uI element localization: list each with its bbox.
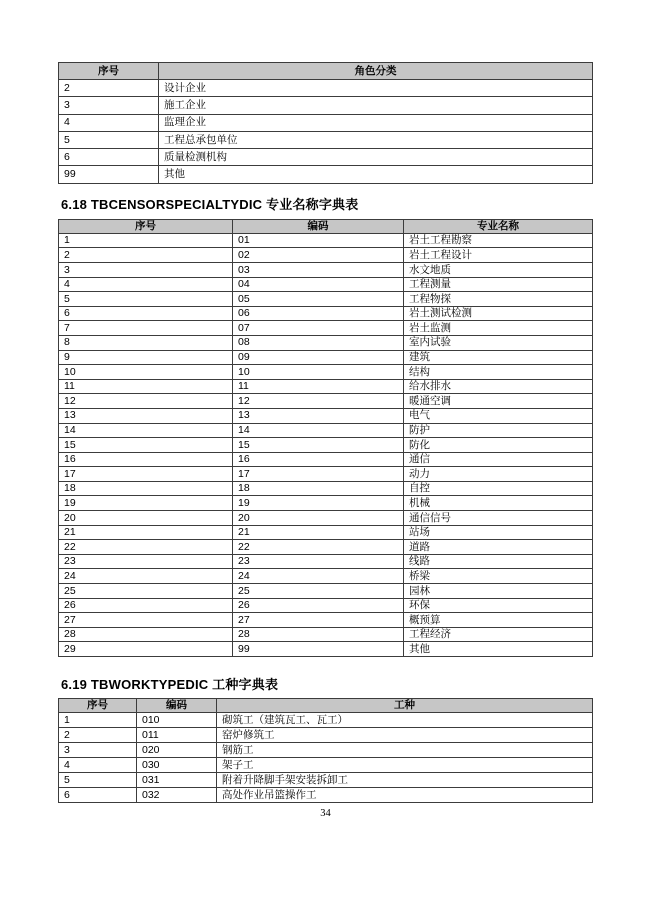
table-cell: 030 xyxy=(137,758,217,773)
table-row xyxy=(59,166,593,183)
table-row xyxy=(59,467,593,482)
table-cell: 26 xyxy=(59,598,233,613)
table-cell: 岩土测试检测 xyxy=(404,306,593,321)
table-cell: 工程测量 xyxy=(404,277,593,292)
table-cell: 2 xyxy=(59,80,159,97)
table-row xyxy=(59,350,593,365)
table-cell: 3 xyxy=(59,262,233,277)
table-row xyxy=(59,438,593,453)
table-cell: 27 xyxy=(59,613,233,628)
table-cell: 钢筋工 xyxy=(217,743,593,758)
table-cell: 8 xyxy=(59,335,233,350)
table-cell: 23 xyxy=(233,554,404,569)
table-row xyxy=(59,394,593,409)
table-row xyxy=(59,248,593,263)
table-row xyxy=(59,321,593,336)
table-cell: 29 xyxy=(59,642,233,657)
table-cell: 25 xyxy=(233,584,404,599)
table-row xyxy=(59,569,593,584)
table-cell: 04 xyxy=(233,277,404,292)
table-row xyxy=(59,131,593,148)
table-cell: 16 xyxy=(59,452,233,467)
table-cell: 99 xyxy=(59,166,159,183)
table-row xyxy=(59,728,593,743)
table-cell: 水文地质 xyxy=(404,262,593,277)
table-cell: 园林 xyxy=(404,584,593,599)
table-header-row xyxy=(59,219,593,233)
column-header-code: 编码 xyxy=(137,699,217,713)
page-number: 34 xyxy=(320,808,331,819)
table-cell: 22 xyxy=(233,540,404,555)
table-cell: 其他 xyxy=(159,166,593,183)
table-cell: 25 xyxy=(59,584,233,599)
table-cell: 电气 xyxy=(404,408,593,423)
table-cell: 28 xyxy=(233,627,404,642)
table-cell: 通信 xyxy=(404,452,593,467)
table-cell: 22 xyxy=(59,540,233,555)
table-row xyxy=(59,584,593,599)
table-row xyxy=(59,743,593,758)
table-row xyxy=(59,540,593,555)
table-cell: 26 xyxy=(233,598,404,613)
table-cell: 28 xyxy=(59,627,233,642)
table-row xyxy=(59,642,593,657)
table-cell: 15 xyxy=(59,438,233,453)
table-cell: 01 xyxy=(233,233,404,248)
table-cell: 20 xyxy=(59,511,233,526)
table-row xyxy=(59,277,593,292)
table-row xyxy=(59,554,593,569)
table-cell: 防化 xyxy=(404,438,593,453)
table-cell: 室内试验 xyxy=(404,335,593,350)
table-cell: 21 xyxy=(233,525,404,540)
table-cell: 施工企业 xyxy=(159,97,593,114)
table-cell: 5 xyxy=(59,131,159,148)
table-cell: 其他 xyxy=(404,642,593,657)
table-row xyxy=(59,511,593,526)
table-cell: 17 xyxy=(59,467,233,482)
table-cell: 12 xyxy=(59,394,233,409)
column-header-work-type: 工种 xyxy=(217,699,593,713)
table-row xyxy=(59,262,593,277)
table-row xyxy=(59,423,593,438)
table-row xyxy=(59,97,593,114)
table-cell: 10 xyxy=(233,365,404,380)
column-header-specialty-name: 专业名称 xyxy=(404,219,593,233)
table-cell: 防护 xyxy=(404,423,593,438)
table-cell: 3 xyxy=(59,743,137,758)
table-cell: 19 xyxy=(59,496,233,511)
column-header-role-category: 角色分类 xyxy=(159,63,593,80)
table-row xyxy=(59,758,593,773)
table-cell: 15 xyxy=(233,438,404,453)
table-cell: 结构 xyxy=(404,365,593,380)
table-cell: 10 xyxy=(59,365,233,380)
table-cell: 架子工 xyxy=(217,758,593,773)
table-cell: 暖通空调 xyxy=(404,394,593,409)
table-row xyxy=(59,80,593,97)
table-cell: 010 xyxy=(137,713,217,728)
table-row xyxy=(59,613,593,628)
table-cell: 2 xyxy=(59,248,233,263)
table-cell: 岩土监测 xyxy=(404,321,593,336)
table-cell: 18 xyxy=(59,481,233,496)
table-cell: 1 xyxy=(59,713,137,728)
table-row xyxy=(59,525,593,540)
table-cell: 4 xyxy=(59,277,233,292)
section-heading-6-19: 6.19 TBWORKTYPEDIC 工种字典表 xyxy=(61,677,279,692)
table-row xyxy=(59,292,593,307)
table-row xyxy=(59,365,593,380)
table-cell: 附着升降脚手架安装拆卸工 xyxy=(217,773,593,788)
table-cell: 建筑 xyxy=(404,350,593,365)
table-row xyxy=(59,408,593,423)
table-cell: 9 xyxy=(59,350,233,365)
table-row xyxy=(59,713,593,728)
table-cell: 20 xyxy=(233,511,404,526)
table-cell: 砌筑工（建筑瓦工、瓦工） xyxy=(217,713,593,728)
table-cell: 08 xyxy=(233,335,404,350)
table-cell: 通信信号 xyxy=(404,511,593,526)
table-cell: 21 xyxy=(59,525,233,540)
table-cell: 19 xyxy=(233,496,404,511)
table-cell: 06 xyxy=(233,306,404,321)
table-row xyxy=(59,598,593,613)
table-cell: 031 xyxy=(137,773,217,788)
table-cell: 11 xyxy=(59,379,233,394)
table-cell: 质量检测机构 xyxy=(159,149,593,166)
table-cell: 给水排水 xyxy=(404,379,593,394)
table-cell: 13 xyxy=(59,408,233,423)
table-cell: 工程总承包单位 xyxy=(159,131,593,148)
table-cell: 7 xyxy=(59,321,233,336)
table-row xyxy=(59,481,593,496)
table-cell: 4 xyxy=(59,758,137,773)
table-row xyxy=(59,335,593,350)
column-header-serial: 序号 xyxy=(59,219,233,233)
table-cell: 站场 xyxy=(404,525,593,540)
role-category-table xyxy=(58,62,593,184)
table-cell: 线路 xyxy=(404,554,593,569)
table-cell: 23 xyxy=(59,554,233,569)
table-cell: 11 xyxy=(233,379,404,394)
table-row xyxy=(59,233,593,248)
table-cell: 岩土工程勘察 xyxy=(404,233,593,248)
table-row xyxy=(59,627,593,642)
section-heading-6-18: 6.18 TBCENSORSPECIALTYDIC 专业名称字典表 xyxy=(61,196,359,212)
column-header-serial: 序号 xyxy=(59,699,137,713)
table-cell: 概预算 xyxy=(404,613,593,628)
table-row xyxy=(59,114,593,131)
table-cell: 07 xyxy=(233,321,404,336)
table-cell: 18 xyxy=(233,481,404,496)
table-cell: 13 xyxy=(233,408,404,423)
table-cell: 3 xyxy=(59,97,159,114)
column-header-serial: 序号 xyxy=(59,63,159,80)
table-cell: 03 xyxy=(233,262,404,277)
table-cell: 032 xyxy=(137,788,217,803)
table-cell: 011 xyxy=(137,728,217,743)
table-cell: 5 xyxy=(59,773,137,788)
table-cell: 12 xyxy=(233,394,404,409)
table-cell: 14 xyxy=(59,423,233,438)
table-cell: 环保 xyxy=(404,598,593,613)
table-row xyxy=(59,788,593,803)
table-cell: 99 xyxy=(233,642,404,657)
table-row xyxy=(59,379,593,394)
table-cell: 桥梁 xyxy=(404,569,593,584)
table-row xyxy=(59,306,593,321)
table-cell: 24 xyxy=(233,569,404,584)
table-row xyxy=(59,496,593,511)
table-row xyxy=(59,452,593,467)
table-cell: 6 xyxy=(59,788,137,803)
table-cell: 24 xyxy=(59,569,233,584)
table-cell: 1 xyxy=(59,233,233,248)
table-cell: 工程经济 xyxy=(404,627,593,642)
table-cell: 17 xyxy=(233,467,404,482)
table-cell: 2 xyxy=(59,728,137,743)
table-cell: 工程物探 xyxy=(404,292,593,307)
table-cell: 监理企业 xyxy=(159,114,593,131)
work-type-dictionary-table xyxy=(58,698,593,803)
table-row xyxy=(59,149,593,166)
table-cell: 27 xyxy=(233,613,404,628)
specialty-dictionary-table xyxy=(58,219,593,657)
table-cell: 动力 xyxy=(404,467,593,482)
table-cell: 道路 xyxy=(404,540,593,555)
table-cell: 6 xyxy=(59,306,233,321)
table-header-row xyxy=(59,699,593,713)
table-cell: 020 xyxy=(137,743,217,758)
table-cell: 4 xyxy=(59,114,159,131)
table-row xyxy=(59,773,593,788)
table-cell: 5 xyxy=(59,292,233,307)
table-cell: 岩土工程设计 xyxy=(404,248,593,263)
table-cell: 窑炉修筑工 xyxy=(217,728,593,743)
table-cell: 高处作业吊篮操作工 xyxy=(217,788,593,803)
table-cell: 自控 xyxy=(404,481,593,496)
table-cell: 6 xyxy=(59,149,159,166)
table-cell: 02 xyxy=(233,248,404,263)
table-cell: 设计企业 xyxy=(159,80,593,97)
table-cell: 16 xyxy=(233,452,404,467)
table-cell: 机械 xyxy=(404,496,593,511)
table-cell: 05 xyxy=(233,292,404,307)
table-header-row xyxy=(59,63,593,80)
column-header-code: 编码 xyxy=(233,219,404,233)
table-cell: 09 xyxy=(233,350,404,365)
table-cell: 14 xyxy=(233,423,404,438)
